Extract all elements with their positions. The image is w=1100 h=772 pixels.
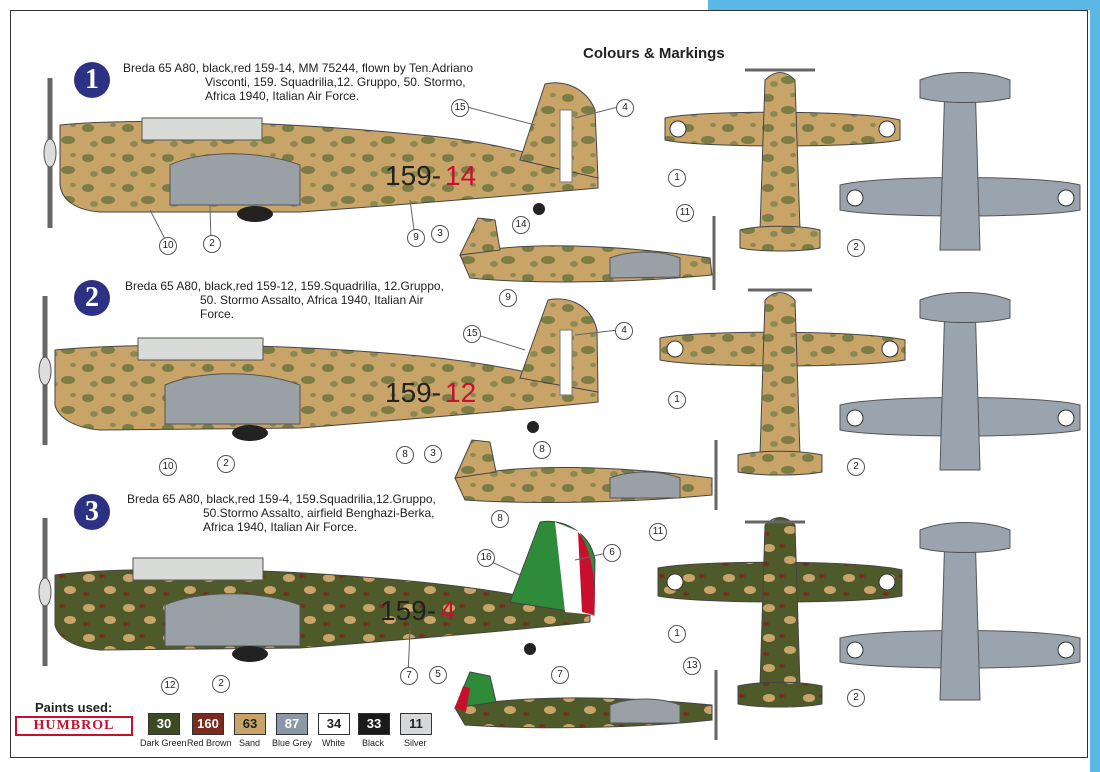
scheme-2-line-1: Breda 65 A80, black,red 159-12, 159.Squadrilia, 12.Gruppo, bbox=[125, 279, 444, 293]
callout: 3 bbox=[431, 225, 449, 243]
scheme-3-badge: 3 bbox=[74, 494, 110, 530]
callout: 1 bbox=[668, 625, 686, 643]
paint-swatch: 63 bbox=[234, 713, 266, 735]
callout: 5 bbox=[429, 666, 447, 684]
paint-name: Silver bbox=[404, 738, 427, 748]
paint-swatch: 160 bbox=[192, 713, 224, 735]
paint-name: Red Brown bbox=[187, 738, 232, 748]
scheme-3-description bbox=[127, 492, 436, 534]
profile-3-bottom bbox=[840, 523, 1080, 701]
paint-swatch: 34 bbox=[318, 713, 350, 735]
code-2-black: 159- bbox=[385, 377, 442, 408]
profile-3-side bbox=[39, 518, 595, 666]
scheme-3-line-2: 50.Stormo Assalto, airfield Benghazi-Berka, bbox=[203, 506, 435, 520]
scheme-2-line-3: Force. bbox=[200, 307, 235, 321]
callout: 10 bbox=[159, 458, 177, 476]
profile-2-top bbox=[660, 290, 905, 475]
callout: 2 bbox=[203, 235, 221, 253]
callout: 1 bbox=[668, 391, 686, 409]
callout: 11 bbox=[649, 523, 667, 541]
code-1-black: 159- bbox=[385, 160, 442, 191]
callout: 3 bbox=[424, 445, 442, 463]
callout: 9 bbox=[499, 289, 517, 307]
callout: 16 bbox=[477, 549, 495, 567]
profile-3-top bbox=[658, 518, 902, 708]
callout: 13 bbox=[683, 657, 701, 675]
paint-name: Dark Green bbox=[140, 738, 187, 748]
humbrol-logo: HUMBROL bbox=[15, 716, 133, 736]
callout: 8 bbox=[533, 441, 551, 459]
code-1-red: 14 bbox=[445, 160, 477, 191]
callout: 8 bbox=[491, 510, 509, 528]
scheme-3-line-1: Breda 65 A80, black,red 159-4, 159.Squadrilia,12.Gruppo, bbox=[127, 492, 436, 506]
scheme-2-line-2: 50. Stormo Assalto, Africa 1940, Italian Air bbox=[200, 293, 424, 307]
sheet-title: Colours & Markings bbox=[583, 45, 725, 62]
callout: 14 bbox=[512, 216, 530, 234]
callout: 2 bbox=[217, 455, 235, 473]
paints-heading: Paints used: bbox=[35, 700, 113, 715]
paint-name: Sand bbox=[239, 738, 261, 748]
profile-1-small bbox=[460, 216, 714, 290]
callout: 15 bbox=[451, 99, 469, 117]
paint-name: Blue Grey bbox=[272, 738, 313, 748]
callout: 2 bbox=[847, 239, 865, 257]
callout: 6 bbox=[603, 544, 621, 562]
profile-2-small bbox=[455, 440, 716, 510]
callout: 8 bbox=[396, 446, 414, 464]
paint-swatch: 33 bbox=[358, 713, 390, 735]
callout: 2 bbox=[212, 675, 230, 693]
scheme-3-line-3: Africa 1940, Italian Air Force. bbox=[203, 520, 358, 534]
paint-swatch: 30 bbox=[148, 713, 180, 735]
code-3-red: 4 bbox=[440, 595, 456, 626]
paint-name: Black bbox=[362, 738, 385, 748]
profile-1-top bbox=[665, 70, 900, 251]
callout: 4 bbox=[615, 322, 633, 340]
paint-swatch: 11 bbox=[400, 713, 432, 735]
paint-swatch: 87 bbox=[276, 713, 308, 735]
profile-2-bottom bbox=[840, 293, 1080, 471]
callout: 10 bbox=[159, 237, 177, 255]
callout: 4 bbox=[616, 99, 634, 117]
scheme-1-line-3: Africa 1940, Italian Air Force. bbox=[205, 89, 360, 103]
paint-name: White bbox=[322, 738, 346, 748]
scheme-1-line-1: Breda 65 A80, black,red 159-14, MM 75244, flown by Ten.Adriano bbox=[123, 61, 473, 75]
scheme-1-badge: 1 bbox=[74, 62, 110, 98]
scheme-2-badge: 2 bbox=[74, 280, 110, 316]
callout: 1 bbox=[668, 169, 686, 187]
code-2-red: 12 bbox=[445, 377, 477, 408]
callout: 9 bbox=[407, 229, 425, 247]
callout: 12 bbox=[161, 677, 179, 695]
profile-3-small bbox=[455, 670, 716, 740]
scheme-2-description bbox=[125, 279, 444, 321]
code-3-black: 159- bbox=[380, 595, 437, 626]
callout: 7 bbox=[400, 667, 418, 685]
callout: 7 bbox=[551, 666, 569, 684]
scheme-1-description bbox=[123, 61, 473, 103]
callout: 2 bbox=[847, 458, 865, 476]
callout: 15 bbox=[463, 325, 481, 343]
callout: 11 bbox=[676, 204, 694, 222]
scheme-1-line-2: Visconti, 159. Squadrilia,12. Gruppo, 50. Stormo, bbox=[205, 75, 466, 89]
callout: 2 bbox=[847, 689, 865, 707]
profile-1-bottom bbox=[840, 73, 1080, 251]
